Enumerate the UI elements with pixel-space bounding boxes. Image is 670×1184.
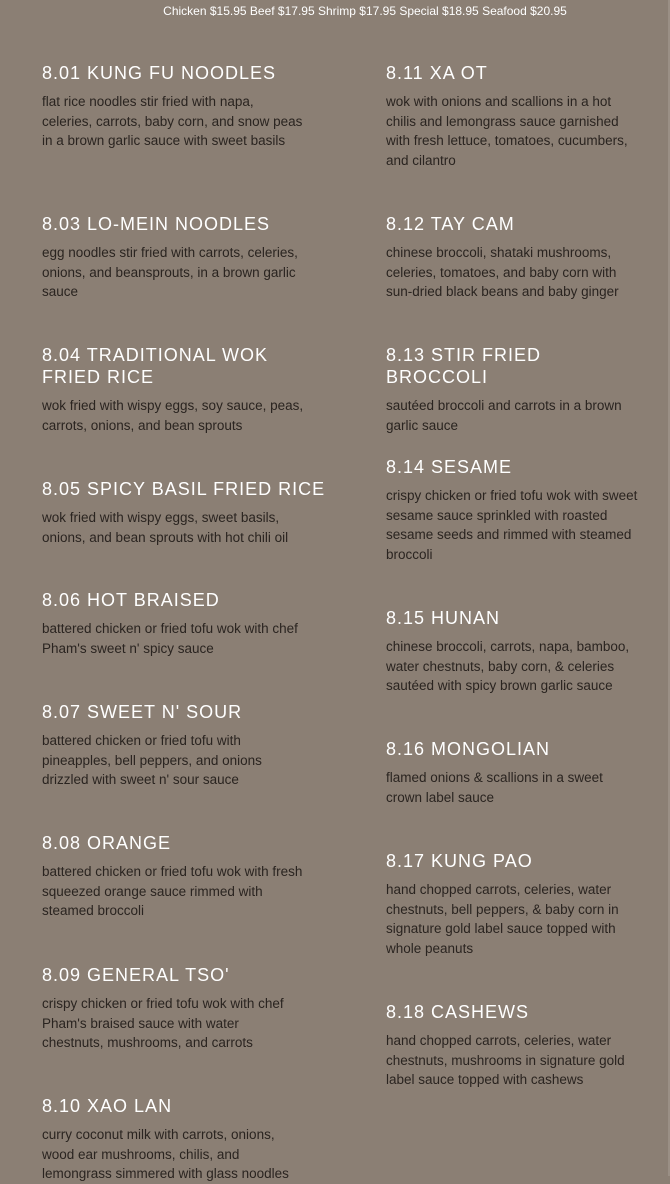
item-title: 8.16 MONGOLIAN xyxy=(386,739,551,759)
menu-item xyxy=(42,964,332,1053)
item-title: 8.15 HUNAN xyxy=(386,608,501,628)
menu-item xyxy=(42,701,332,790)
menu-item xyxy=(42,62,332,151)
item-title: 8.09 GENERAL TSO' xyxy=(42,965,230,985)
item-description: hand chopped carrots, celeries, water chestnuts, mushrooms in signature gold label sauce topped with cashews xyxy=(386,1033,625,1088)
item-title: 8.14 SESAME xyxy=(386,457,513,477)
item-description: battered chicken or fried tofu with pineapples, bell peppers, and onions drizzled with sweet n' sour sauce xyxy=(42,733,262,788)
item-title: 8.04 TRADITIONAL WOK FRIED RICE xyxy=(42,345,269,387)
item-title: 8.01 KUNG FU NOODLES xyxy=(42,63,277,83)
menu-item xyxy=(42,478,332,547)
menu-item xyxy=(386,456,646,564)
item-description: wok fried with wispy eggs, soy sauce, peas, carrots, onions, and bean sprouts xyxy=(42,398,304,433)
menu-item xyxy=(386,213,646,302)
item-description: chinese broccoli, shataki mushrooms, celeries, tomatoes, and baby corn with sun-dried black beans and baby ginger xyxy=(386,245,619,300)
menu-item xyxy=(386,738,646,807)
menu-item xyxy=(42,589,332,658)
menu-item xyxy=(42,344,332,435)
item-description: crispy chicken or fried tofu wok with chef Pham's braised sauce with water chestnuts, mushrooms, and carrots xyxy=(42,996,284,1051)
menu-item xyxy=(386,344,646,435)
menu-item xyxy=(386,850,646,958)
item-title: 8.05 SPICY BASIL FRIED RICE xyxy=(42,479,326,499)
item-description: flamed onions & scallions in a sweet crown label sauce xyxy=(386,770,603,805)
item-description: battered chicken or fried tofu wok with chef Pham's sweet n' spicy sauce xyxy=(42,621,298,656)
price-list: Chicken $15.95 Beef $17.95 Shrimp $17.95 Special $18.95 Seafood $20.95 xyxy=(163,4,567,18)
item-description: crispy chicken or fried tofu wok with sweet sesame sauce sprinkled with roasted sesame seeds and rimmed with steamed broccoli xyxy=(386,488,638,562)
item-title: 8.13 STIR FRIED BROCCOLI xyxy=(386,345,542,387)
item-title: 8.12 TAY CAM xyxy=(386,214,515,234)
menu-item xyxy=(386,1001,646,1090)
item-description: egg noodles stir fried with carrots, celeries, onions, and beansprouts, in a brown garlic sauce xyxy=(42,245,298,300)
menu-item xyxy=(386,607,646,696)
menu-item xyxy=(42,213,332,302)
menu-item xyxy=(386,62,646,170)
menu-item xyxy=(42,832,332,921)
item-title: 8.17 KUNG PAO xyxy=(386,851,533,871)
item-title: 8.11 XA OT xyxy=(386,63,488,83)
item-description: chinese broccoli, carrots, napa, bamboo, water chestnuts, baby corn, & celeries sautéed with spicy brown garlic sauce xyxy=(386,639,630,694)
item-title: 8.06 HOT BRAISED xyxy=(42,590,220,610)
item-title: 8.08 ORANGE xyxy=(42,833,172,853)
item-title: 8.07 SWEET N' SOUR xyxy=(42,702,243,722)
item-title: 8.18 CASHEWS xyxy=(386,1002,530,1022)
item-description: wok with onions and scallions in a hot chilis and lemongrass sauce garnished with fresh lettuce, tomatoes, cucumbers, and cilantro xyxy=(386,94,628,168)
item-description: battered chicken or fried tofu wok with fresh squeezed orange sauce rimmed with steamed broccoli xyxy=(42,864,303,919)
item-description: flat rice noodles stir fried with napa, celeries, carrots, baby corn, and snow peas in a brown garlic sauce with sweet basils xyxy=(42,94,303,149)
item-title: 8.03 LO-MEIN NOODLES xyxy=(42,214,271,234)
item-description: sautéed broccoli and carrots in a brown garlic sauce xyxy=(386,398,622,433)
menu-item xyxy=(42,1095,332,1184)
item-title: 8.10 XAO LAN xyxy=(42,1096,173,1116)
item-description: wok fried with wispy eggs, sweet basils, onions, and bean sprouts with hot chili oil xyxy=(42,510,289,545)
item-description: curry coconut milk with carrots, onions, wood ear mushrooms, chilis, and lemongrass simmered with glass noodles xyxy=(42,1127,289,1182)
item-description: hand chopped carrots, celeries, water chestnuts, bell peppers, & baby corn in signature gold label sauce topped with whole peanuts xyxy=(386,882,619,956)
